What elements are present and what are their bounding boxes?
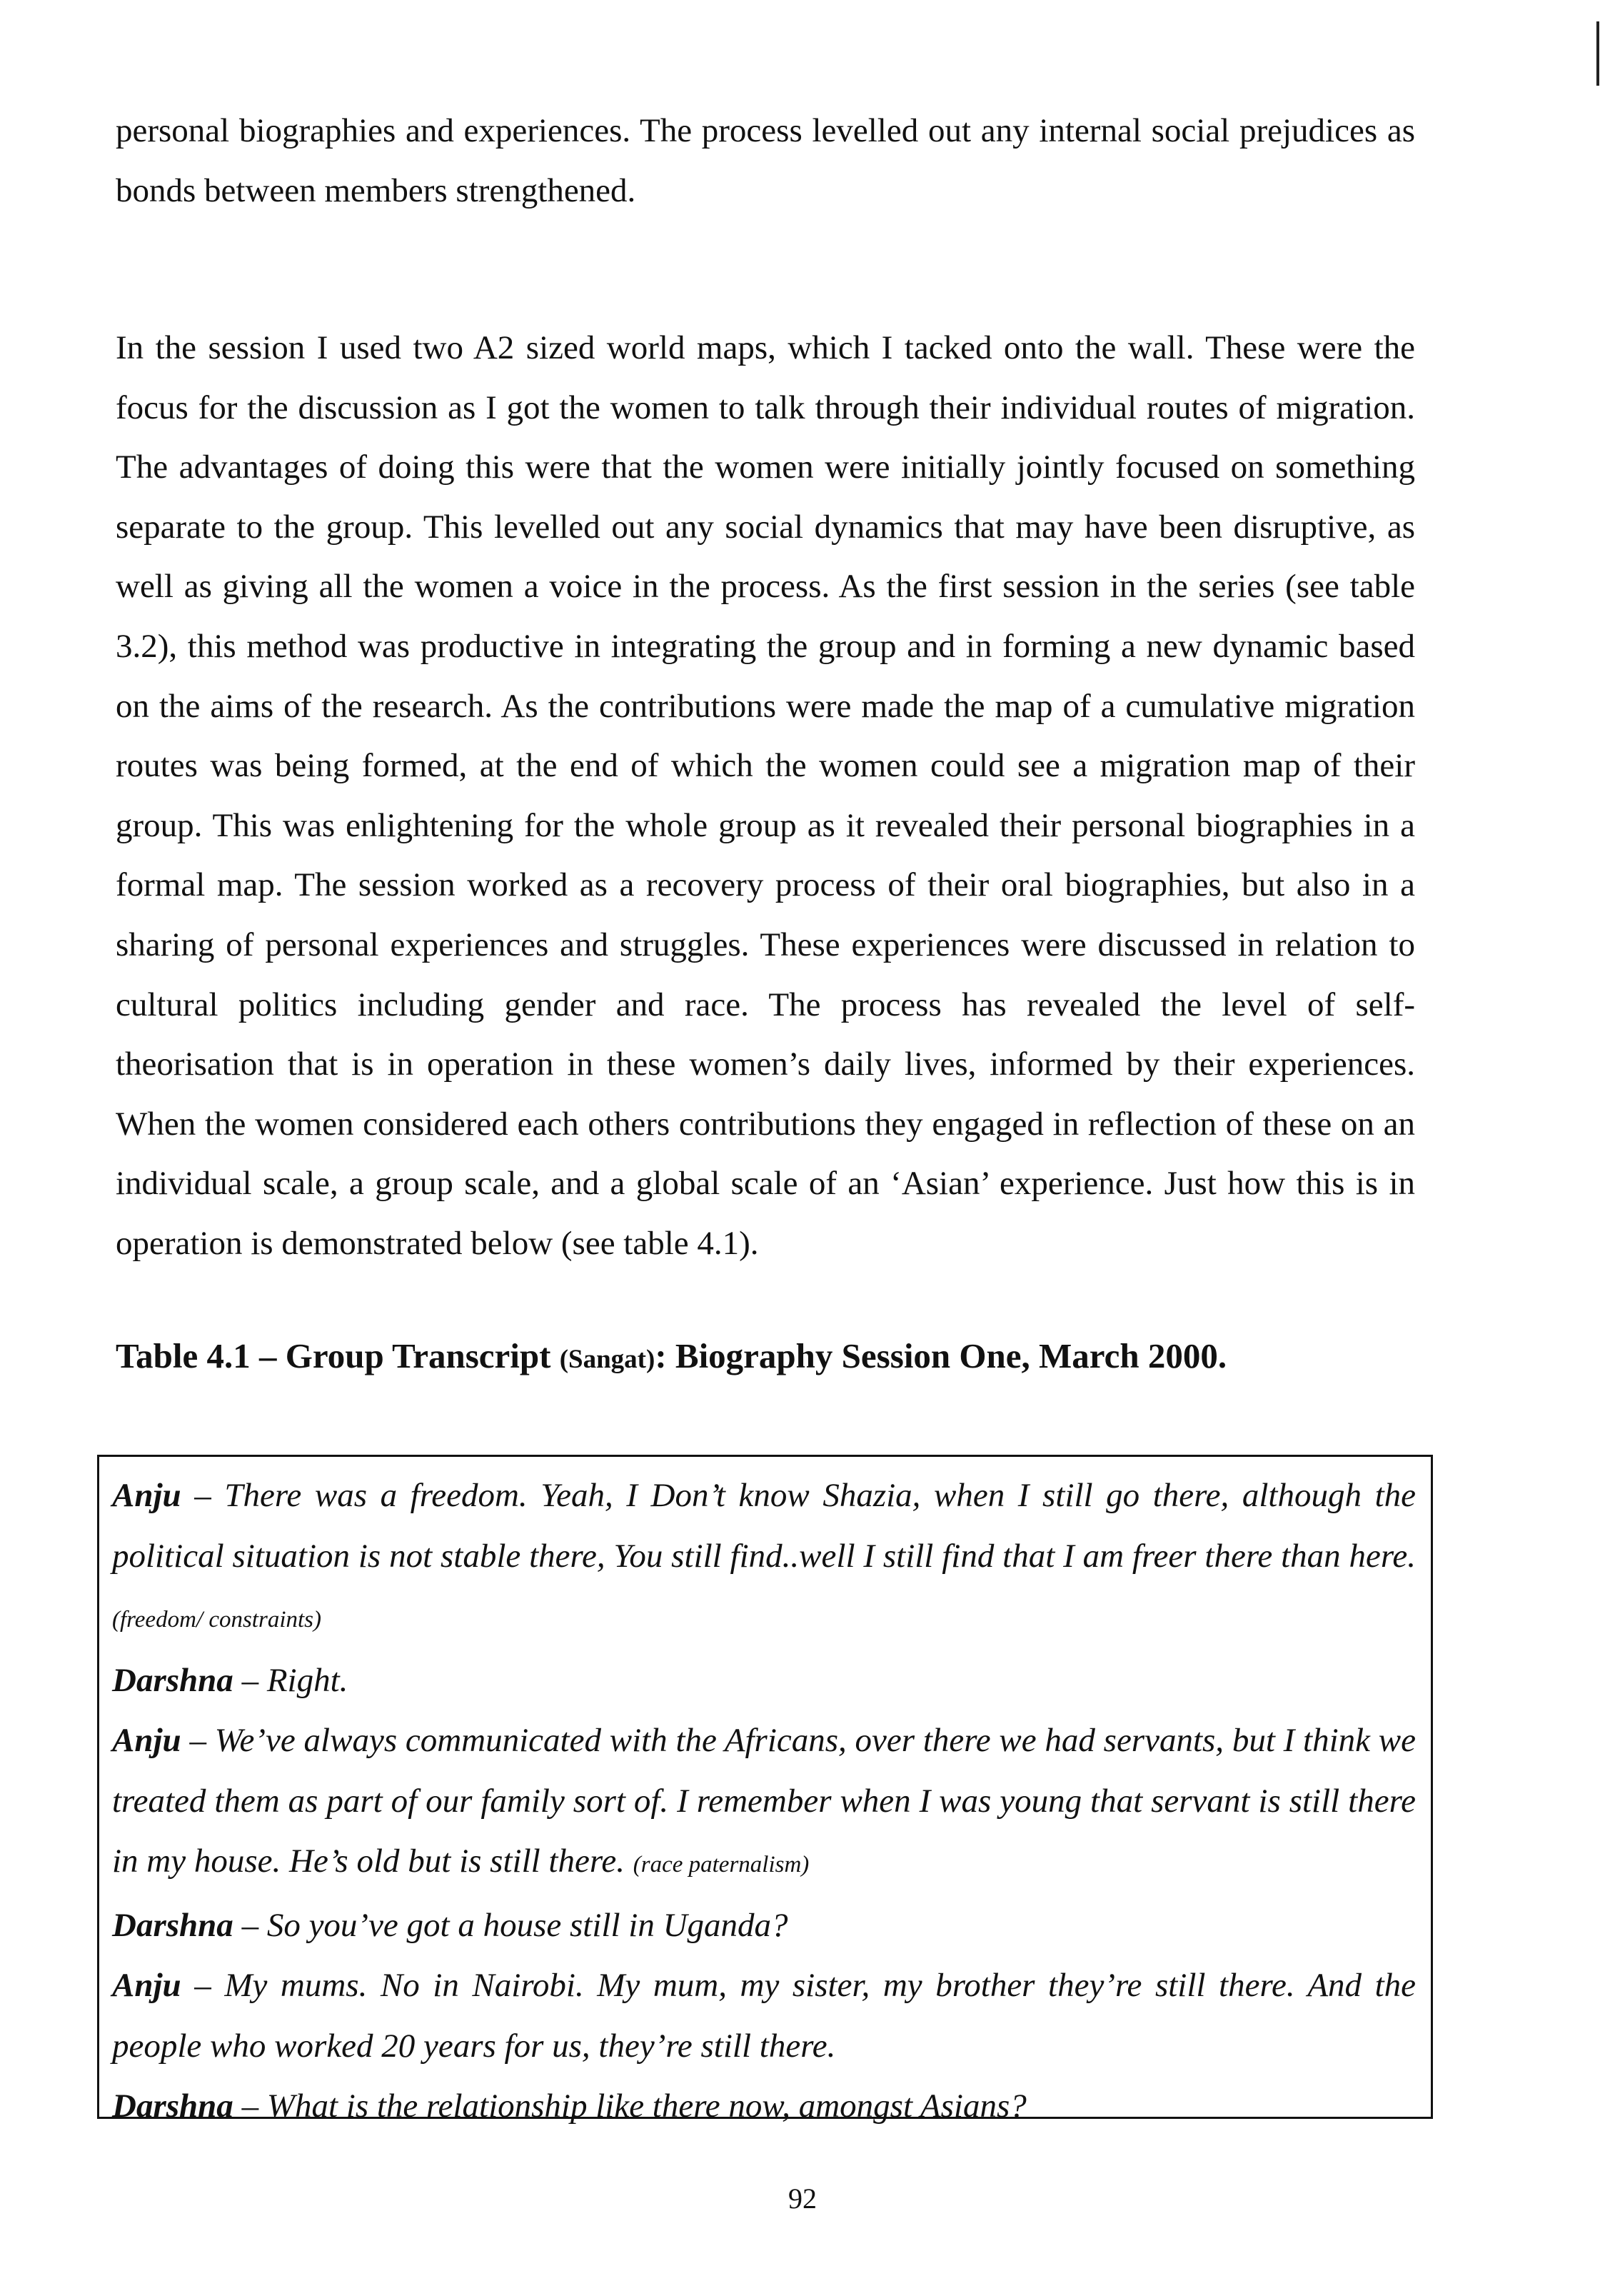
turn-text: We’ve always communicated with the Africans, over there we had servants, but I think we treated them as part of our family sort of. I remember when I was young that servant is still there in my house. He’s old but is still there. [112,1722,1417,1880]
turn-text: There was a freedom. Yeah, I Don’t know Shazia, when I still go there, although the political situation is not stable there, You still find..well I still find that I am freer there than here. [112,1477,1416,1575]
turn-text: Right. [266,1661,348,1699]
page-number: 92 [788,2182,817,2215]
table-heading-suffix: : Biography Session One, March 2000. [655,1336,1227,1375]
speaker-name: Darshna [112,1661,233,1699]
transcript-turn [112,1955,1416,2076]
transcript-turn [112,1710,1416,1895]
speaker-dash: – [181,1967,225,2004]
transcript-turn [112,1650,1416,1711]
table-heading [116,1335,1227,1376]
speaker-dash: – [233,1906,267,1944]
scan-edge-mark [1596,21,1599,86]
speaker-dash: – [233,2087,267,2125]
turn-text: My mums. No in Nairobi. My mum, my sister, my brother they’re still there. And the people who worked 20 years for us, they’re still there. [112,1967,1417,2065]
transcript-turn [112,2076,1416,2137]
turn-note: (race paternalism) [633,1852,810,1878]
turn-note: (freedom/ constraints) [112,1607,321,1633]
speaker-name: Darshna [112,2087,233,2125]
transcript [112,1465,1416,2137]
body-paragraph-2: In the session I used two A2 sized world maps, which I tacked onto the wall. These were the focus for the discussion as I got the women to talk through their individual routes of migration. The advantages of doing this were that the women were initially jointly focused on something separate to the group. This levelled out any social dynamics that may have been disruptive, as well as giving all the women a voice in the process. As the first session in the series (see table 3.2), this method was productive in integrating the group and in forming a new dynamic based on the aims of the research. As the contributions were made the map of a cumulative migration routes was being formed, at the end of which the women could see a migration map of their group. This was enlightening for the whole group as it revealed their personal biographies in a formal map. The session worked as a recovery process of their oral biographies, but also in a sharing of personal experiences and struggles. These experiences were discussed in relation to cultural politics including gender and race. The process has revealed the level of self-theorisation that is in operation in these women’s daily lives, informed by their experiences. When the women considered each others contributions they engaged in reflection of these on an individual scale, a group scale, and a global scale of an ‘Asian’ experience. Just how this is in operation is demonstrated below (see table 4.1). [116,329,1415,1262]
transcript-turn [112,1465,1416,1650]
transcript-turn [112,1895,1416,1956]
speaker-name: Anju [112,1477,181,1514]
speaker-dash: – [181,1722,215,1759]
table-heading-prefix: Table 4.1 – Group Transcript [116,1336,560,1375]
speaker-name: Anju [112,1722,181,1759]
speaker-dash: – [233,1661,267,1699]
speaker-dash: – [181,1477,225,1514]
turn-text: So you’ve got a house still in Uganda? [266,1906,788,1944]
transcript-box [97,1455,1433,2125]
speaker-name: Anju [112,1967,181,2004]
table-heading-small: (Sangat) [559,1345,655,1374]
body-paragraph-1: personal biographies and experiences. The process levelled out any internal social prejudices as bonds between members strengthened. [116,112,1415,209]
turn-text: What is the relationship like there now, amongst Asians? [266,2087,1027,2125]
speaker-name: Darshna [112,1906,233,1944]
